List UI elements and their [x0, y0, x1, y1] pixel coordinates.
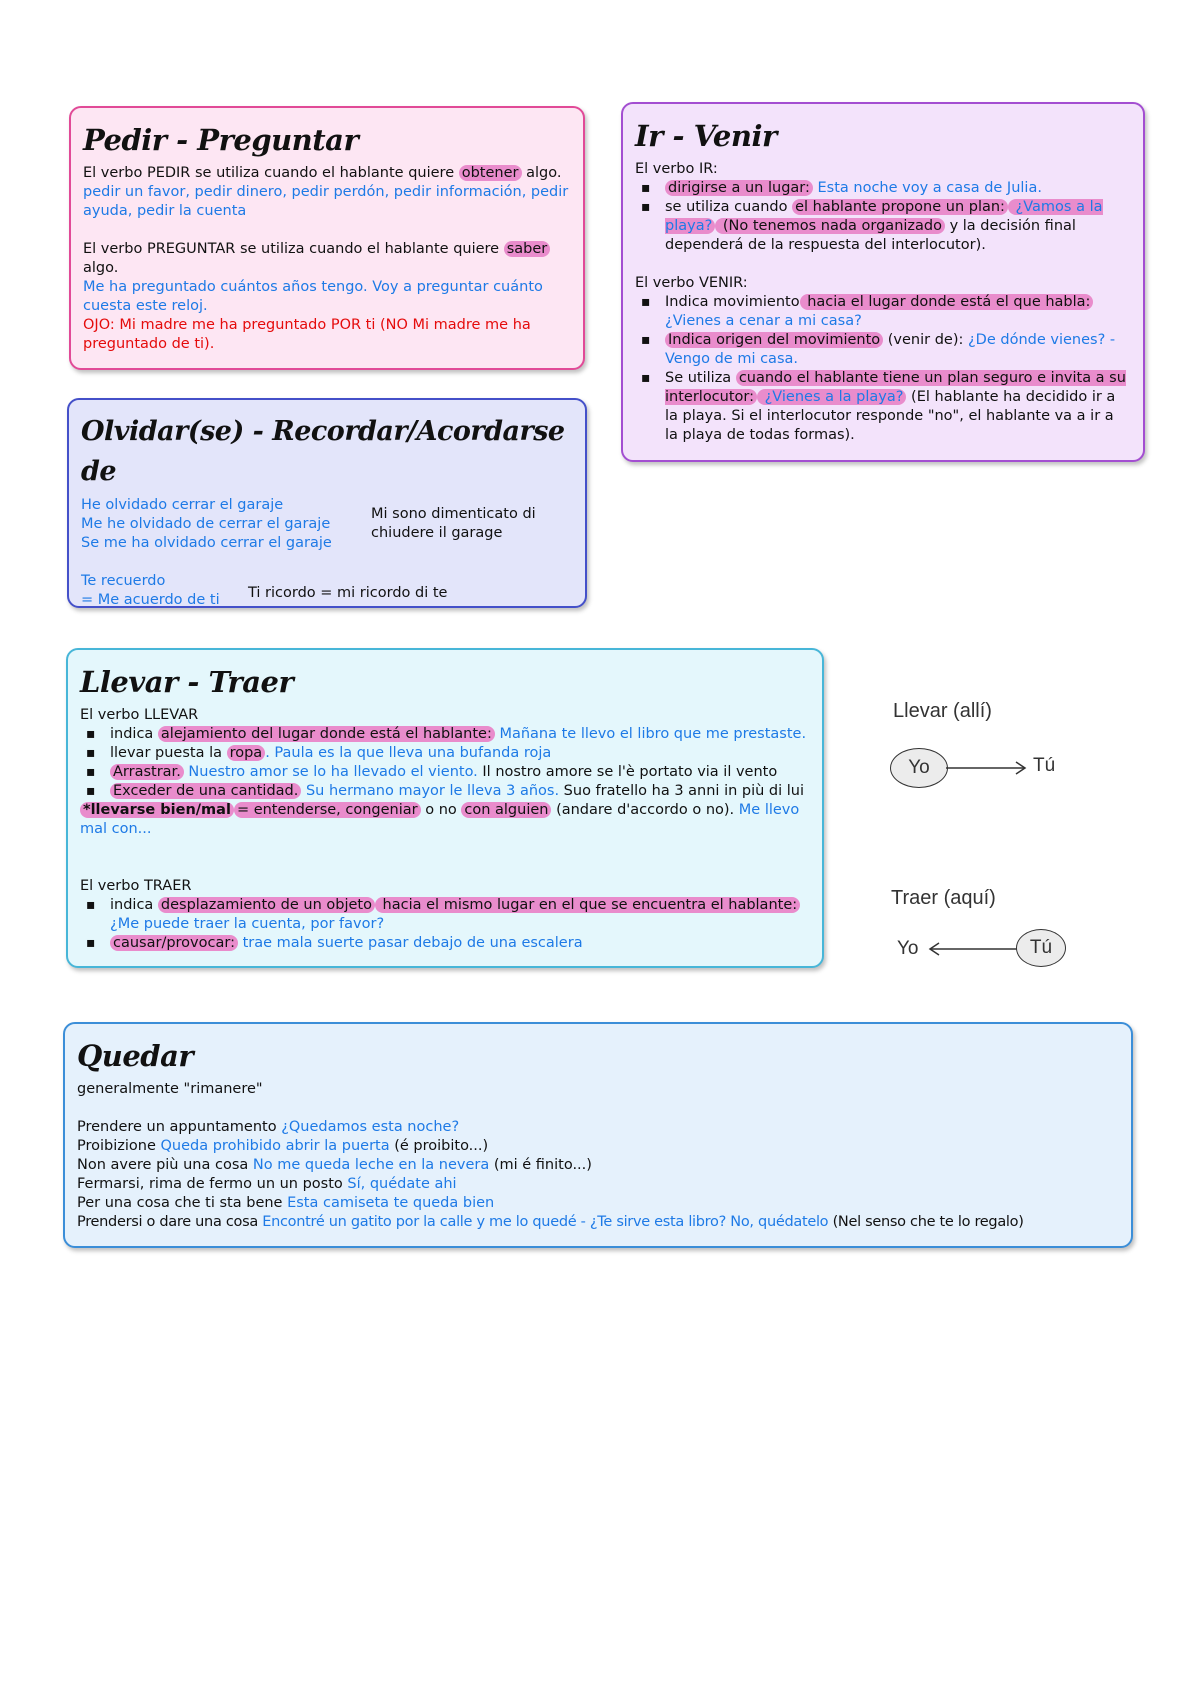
list-item: ▪ Se utiliza cuando el hablante tiene un plan seguro e invita a su interlocutor: ¿Vienes a la playa? (El hablante ha decidido ir a la playa. Si el interlocutor responde "no", el hablante va a ir a la playa de todas formas).: [635, 369, 1131, 445]
yo-label: Yo: [897, 938, 919, 959]
tu-bubble: Tú: [1016, 929, 1066, 967]
list-item: ▪ Arrastrar. Nuestro amor se lo ha llevado el viento. Il nostro amore se l'è portato via il vento: [80, 763, 810, 782]
yo-bubble: Yo: [890, 748, 948, 788]
warning-note: OJO: Mi madre me ha preguntado POR ti (NO Mi madre me ha preguntado de ti).: [83, 317, 531, 352]
list-item: ▪ Indica movimiento hacia el lugar donde está el que habla: ¿Vienes a cenar a mi casa?: [635, 293, 1131, 331]
list-item: ▪ Exceder de una cantidad. Su hermano mayor le lleva 3 años. Suo fratello ha 3 anni in più di lui: [80, 782, 810, 801]
llevar-diagram-label: Llevar (allí): [893, 700, 992, 722]
quedar-row: Prendersi o dare una cosa Encontré un gatito por la calle y me lo quedé - ¿Te sirve esta libro? No, quédatelo (Nel senso che te lo regalo): [77, 1214, 1024, 1230]
list-item: ▪ Indica origen del movimiento (venir de): ¿De dónde vienes? - Vengo de mi casa.: [635, 331, 1131, 369]
highlight: obtener: [459, 165, 522, 181]
list-item: ▪ dirigirse a un lugar: Esta noche voy a casa de Julia.: [635, 179, 1131, 198]
list-item: ▪ se utiliza cuando el hablante propone un plan: ¿Vamos a la playa? (No tenemos nada organizado y la decisión final dependerá de la respuesta del interlocutor).: [635, 198, 1131, 255]
card-title: Pedir - Preguntar: [83, 123, 359, 157]
pedir-definition: El verbo PEDIR se utiliza cuando el hablante quiere obtener algo.: [83, 165, 562, 181]
pedir-examples: pedir un favor, pedir dinero, pedir perdón, pedir información, pedir ayuda, pedir la cuenta: [83, 184, 569, 219]
preguntar-examples: Me ha preguntado cuántos años tengo. Voy a preguntar cuánto cuesta este reloj.: [83, 279, 543, 314]
ir-list: [635, 179, 1131, 255]
traer-list: [80, 896, 810, 953]
quedar-intro: generalmente "rimanere": [77, 1081, 263, 1097]
list-item: ▪ indica desplazamiento de un objeto hacia el mismo lugar en el que se encuentra el hablante: ¿Me puede traer la cuenta, por favor?: [80, 896, 810, 934]
list-item: ▪ indica alejamiento del lugar donde está el hablante: Mañana te llevo el libro que me prestaste.: [80, 725, 810, 744]
llevarse-note: *llevarse bien/mal = entenderse, congeniar o no con alguien (andare d'accordo o no). Me llevo mal con...: [80, 802, 800, 837]
card-llevar-traer: [66, 648, 824, 968]
quedar-row: Proibizione Queda prohibido abrir la puerta (é proibito...): [77, 1138, 489, 1154]
tu-label: Tú: [1033, 755, 1056, 776]
card-title: Quedar: [77, 1039, 194, 1073]
card-title: Olvidar(se) - Recordar/Acordarse de: [81, 416, 565, 487]
list-item: ▪ causar/provocar: trae mala suerte pasar debajo de una escalera: [80, 934, 810, 953]
quedar-row: Fermarsi, rima de fermo un un posto Sí, quédate ahi: [77, 1176, 457, 1192]
quedar-row: Non avere più una cosa No me queda leche en la nevera (mi é finito...): [77, 1157, 592, 1173]
example-line: Te recuerdo: [81, 573, 166, 589]
card-title: Llevar - Traer: [80, 665, 294, 699]
arrow-left-icon: [928, 939, 1020, 959]
venir-intro: El verbo VENIR:: [635, 275, 748, 291]
example-line: Me he olvidado de cerrar el garaje: [81, 516, 331, 532]
preguntar-definition: El verbo PREGUNTAR se utiliza cuando el hablante quiere saber algo.: [83, 240, 571, 278]
venir-list: [635, 293, 1131, 445]
card-olvidar-recordar: [67, 398, 587, 608]
card-pedir-preguntar: [69, 106, 585, 370]
card-ir-venir: [621, 102, 1145, 462]
example-line: Se me ha olvidado cerrar el garaje: [81, 535, 332, 551]
quedar-row: Per una cosa che ti sta bene Esta camiseta te queda bien: [77, 1195, 495, 1211]
highlight: saber: [504, 241, 551, 257]
card-quedar: [63, 1022, 1133, 1248]
llevar-intro: El verbo LLEVAR: [80, 707, 199, 723]
quedar-row: Prendere un appuntamento ¿Quedamos esta noche?: [77, 1119, 460, 1135]
traer-diagram-label: Traer (aquí): [891, 887, 996, 909]
ir-intro: El verbo IR:: [635, 161, 718, 177]
italian-translation: Ti ricordo = mi ricordo di te: [248, 585, 448, 601]
example-line: He olvidado cerrar el garaje: [81, 497, 284, 513]
card-title: Ir - Venir: [635, 119, 777, 153]
italian-translation: Mi sono dimenticato di chiudere il garage: [371, 506, 536, 541]
arrow-right-icon: [946, 758, 1028, 778]
example-line: = Me acuerdo de ti: [81, 592, 220, 608]
list-item: ▪ llevar puesta la ropa . Paula es la que lleva una bufanda roja: [80, 744, 810, 763]
traer-intro: El verbo TRAER: [80, 878, 192, 894]
llevar-list: [80, 725, 810, 801]
